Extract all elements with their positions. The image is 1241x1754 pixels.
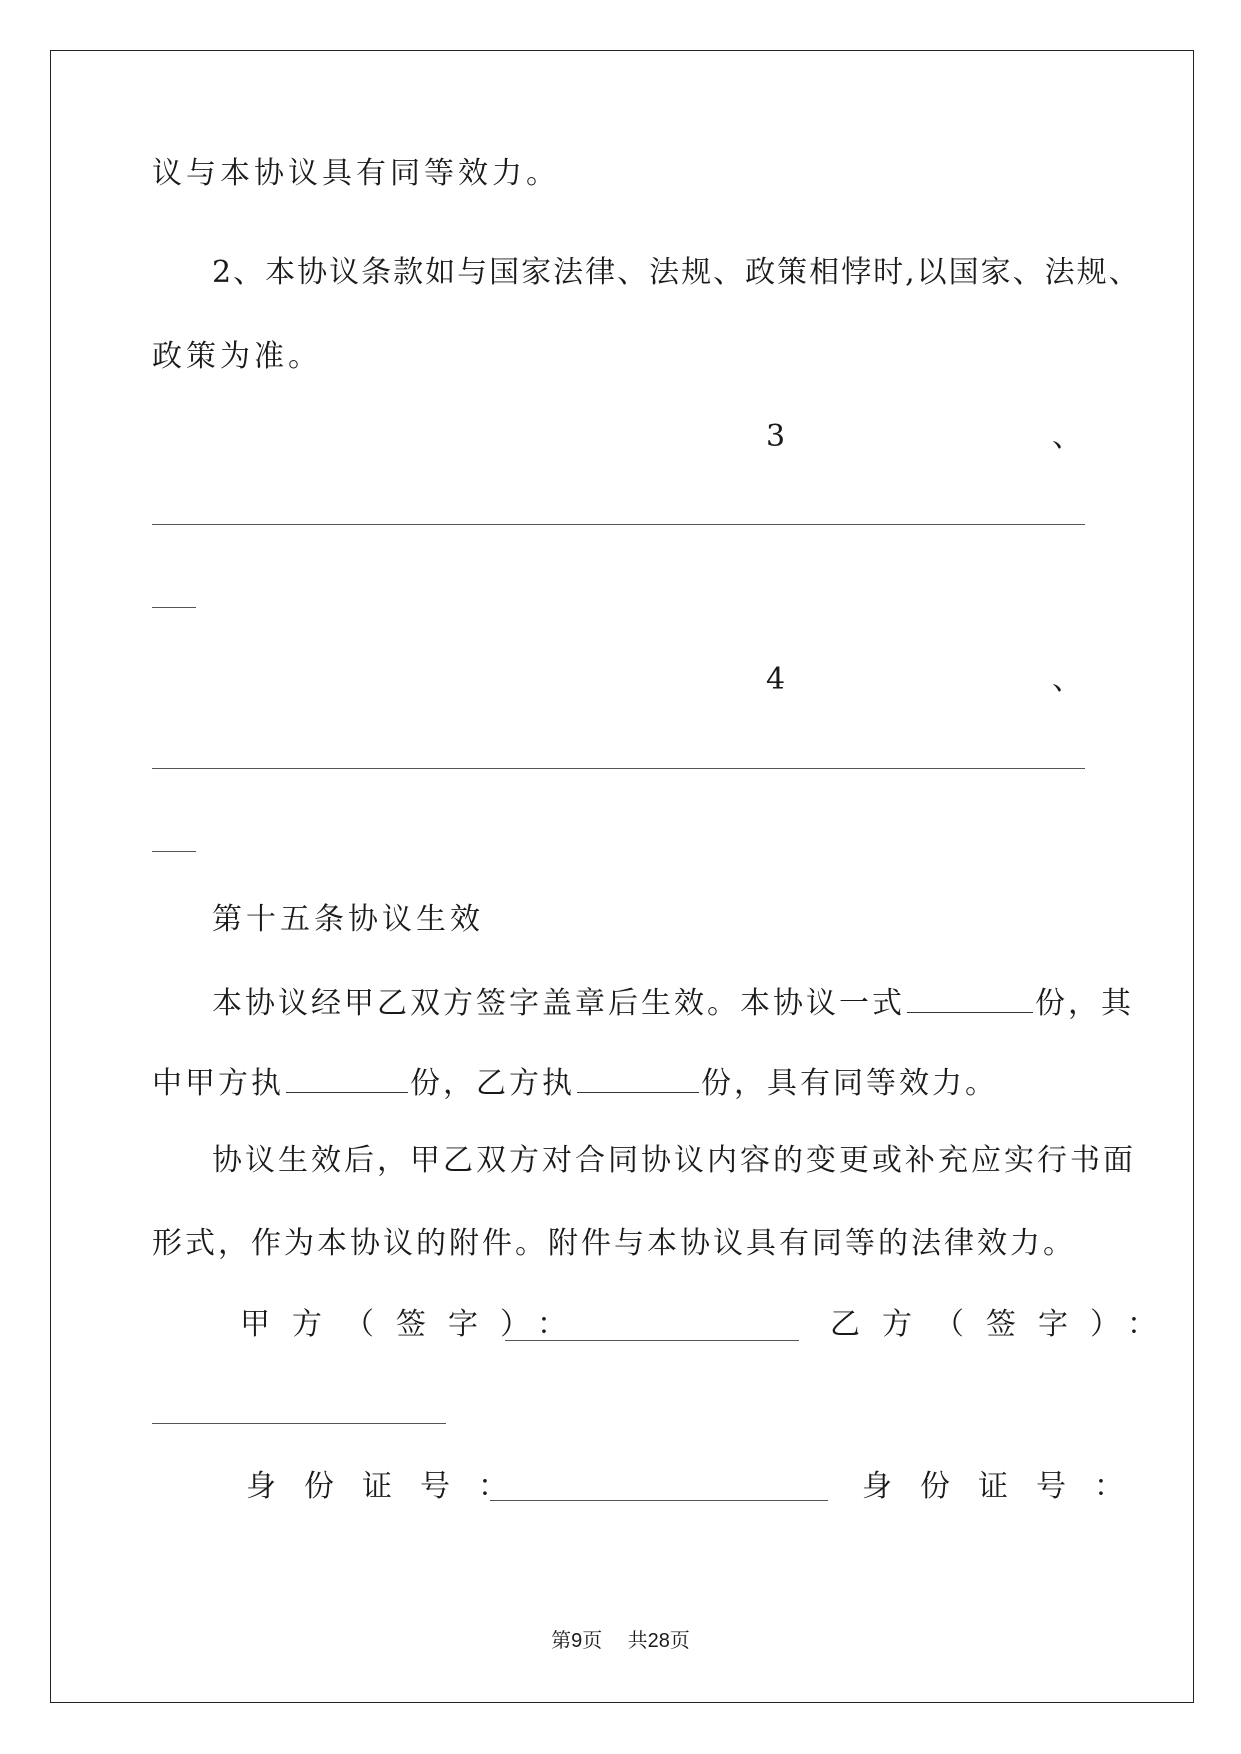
clause-text: 政策为准。 — [152, 339, 322, 374]
change-line-2 — [152, 1226, 1076, 1262]
page-prefix: 第 — [551, 1628, 572, 1652]
article-heading-text: 第十五条协议生效 — [212, 902, 484, 937]
party-b-sign-label: 乙方（签字）： — [830, 1307, 1179, 1342]
party-a-id-label: 身份证号： — [246, 1469, 536, 1504]
party-b-copies-blank — [577, 1062, 699, 1093]
item-3-mark: 、 — [1052, 419, 1082, 454]
article-heading — [212, 902, 484, 938]
clause-2-line-2 — [152, 339, 322, 375]
copies-total-blank — [907, 982, 1033, 1013]
party-a-id-line — [490, 1500, 828, 1501]
party-b-sign-line — [152, 1423, 446, 1424]
clause-text: 2、本协议条款如与国家法律、法规、政策相悖时,以国家、法规、 — [212, 255, 1141, 290]
total-suffix: 页 — [669, 1628, 690, 1652]
effect-line-1 — [212, 982, 1134, 1022]
change-text: 协议生效后，甲乙双方对合同协议内容的变更或补充应实行书面 — [212, 1143, 1136, 1178]
item-3-number: 3 — [766, 419, 786, 454]
item-4-number: 4 — [766, 662, 786, 697]
party-a-sign-line — [505, 1340, 799, 1341]
copies-text: 份，具有同等效力。 — [701, 1066, 998, 1101]
paragraph-continuation — [152, 156, 560, 192]
change-text: 形式，作为本协议的附件。附件与本协议具有同等的法律效力。 — [152, 1226, 1076, 1261]
page-footer — [0, 1628, 1241, 1653]
item-3-fill-line-short — [152, 607, 196, 608]
effect-text: 本协议经甲乙双方签字盖章后生效。本协议一式 — [212, 986, 905, 1021]
change-line-1 — [212, 1143, 1136, 1179]
item-4-mark: 、 — [1052, 662, 1082, 697]
page-suffix: 页 — [582, 1628, 603, 1652]
party-a-copies-blank — [286, 1062, 408, 1093]
total-prefix: 共 — [627, 1628, 648, 1652]
paragraph-text: 议与本协议具有同等效力。 — [152, 156, 560, 191]
item-4-fill-line-short — [152, 851, 196, 852]
party-b-id-label: 身份证号： — [862, 1469, 1152, 1504]
page-number: 9 — [571, 1630, 583, 1652]
effect-line-2 — [152, 1062, 998, 1102]
copies-text: 份，乙方执 — [410, 1066, 575, 1101]
party-a-sign-label: 甲方（签字）： — [240, 1307, 589, 1342]
copies-text: 中甲方执 — [152, 1066, 284, 1101]
effect-text: 份，其 — [1035, 986, 1134, 1021]
item-4-fill-line — [152, 768, 1085, 769]
total-pages: 28 — [647, 1630, 670, 1652]
clause-2-line-1 — [212, 255, 1141, 291]
item-3-fill-line — [152, 524, 1085, 525]
page-border — [50, 50, 1194, 1703]
